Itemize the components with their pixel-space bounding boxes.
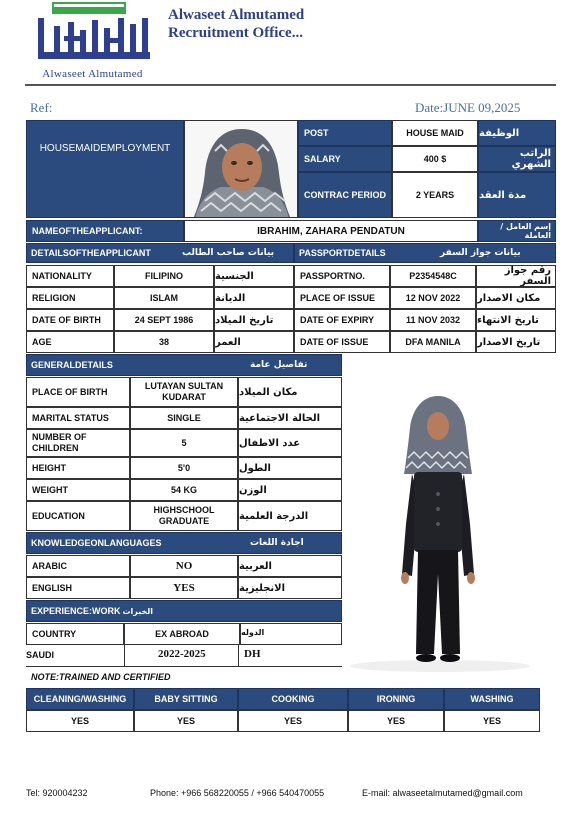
religion-value: ISLAM — [114, 287, 214, 309]
date-of-issue-label: DATE OF ISSUE — [294, 331, 390, 353]
details-header: DETAILSOFTHEAPPLICANT — [31, 248, 151, 258]
date-of-issue-arabic-label: تاريخ الاصدار — [476, 331, 556, 353]
place-of-birth-arabic-label: مكان الميلاد — [238, 377, 342, 407]
skill-value-baby-sitting: YES — [134, 710, 238, 732]
place-of-issue-arabic-label: مكان الاصدار — [476, 287, 556, 309]
post-value: HOUSE MAID — [392, 120, 478, 146]
arabic-language-arabic-label: العربية — [238, 555, 342, 577]
passport-header-arabic: بيانات جواز السفر — [440, 248, 521, 258]
experience-divider-2 — [238, 645, 239, 667]
skill-header-baby-sitting: BABY SITTING — [134, 688, 238, 710]
country-arabic-label: الدوله — [240, 623, 342, 645]
skill-value-cooking: YES — [238, 710, 348, 732]
header-divider — [25, 84, 556, 86]
english-language-value: YES — [130, 577, 238, 599]
english-language-arabic-label: الانجليزية — [238, 577, 342, 599]
general-header-arabic: تفاصيل عامة — [250, 360, 308, 370]
logo-mark-icon — [30, 0, 155, 62]
marital-status-value: SINGLE — [130, 407, 238, 429]
marital-status-label: MARITAL STATUS — [26, 407, 130, 429]
passport-number-arabic-label: رقم جواز السفر — [476, 265, 556, 287]
experience-row — [26, 645, 342, 667]
experience-divider-1 — [124, 645, 125, 667]
salary-label: SALARY — [298, 146, 392, 172]
contract-period-arabic-label: مدة العقد — [478, 172, 556, 218]
number-of-children-value: 5 — [130, 429, 238, 457]
place-of-birth-value: LUTAYAN SULTAN KUDARAT — [130, 377, 238, 407]
languages-header: KNOWLEDGEONLANGUAGES — [31, 538, 162, 548]
education-arabic-label: الدرجة العلمية — [238, 501, 342, 531]
passport-header: PASSPORTDETAILS — [299, 248, 386, 258]
date-of-expiry-arabic-label: تاريخ الانتهاء — [476, 309, 556, 331]
employment-title: HOUSEMAIDEMPLOYMENT — [39, 143, 171, 154]
arabic-language-label: ARABIC — [26, 555, 130, 577]
religion-arabic-label: الديانة — [214, 287, 294, 309]
skill-header-ironing: IRONING — [348, 688, 444, 710]
english-language-label: ENGLISH — [26, 577, 130, 599]
skill-header-cooking: COOKING — [238, 688, 348, 710]
marital-status-arabic-label: الحالة الاجتماعية — [238, 407, 342, 429]
weight-arabic-label: الوزن — [238, 479, 342, 501]
applicant-full-photo — [342, 354, 540, 680]
footer-telephone: Tel: 920004232 — [26, 788, 88, 798]
applicant-portrait — [184, 120, 298, 218]
nationality-label: NATIONALITY — [26, 265, 114, 287]
education-value: HIGHSCHOOL GRADUATE — [130, 501, 238, 531]
salary-value: 400 $ — [392, 146, 478, 172]
salary-arabic-label: الراتب الشهري — [478, 146, 556, 172]
experience-header-arabic: الخبرات — [122, 606, 154, 616]
skill-value-washing: YES — [444, 710, 540, 732]
age-arabic-label: العمر — [214, 331, 294, 353]
reference-label: Ref: — [30, 100, 53, 115]
date-of-birth-label: DATE OF BIRTH — [26, 309, 114, 331]
applicant-name-value: IBRAHIM, ZAHARA PENDATUN — [184, 220, 478, 242]
arabic-language-value: NO — [130, 555, 238, 577]
details-header-arabic: بيانات صاحب الطالب — [181, 248, 275, 258]
employment-title-box — [26, 120, 184, 218]
date-of-birth-arabic-label: تاريخ الميلاد — [214, 309, 294, 331]
post-arabic-label: الوظيفة — [478, 120, 556, 146]
date-of-expiry-value: 11 NOV 2032 — [390, 309, 476, 331]
languages-header-arabic: اجادة اللغات — [250, 538, 304, 548]
experience-header — [31, 600, 153, 622]
general-header: GENERALDETAILS — [31, 360, 113, 370]
age-label: AGE — [26, 331, 114, 353]
age-value: 38 — [114, 331, 214, 353]
country-label: COUNTRY — [26, 623, 124, 645]
company-logo — [30, 0, 155, 78]
experience-country: SAUDI — [26, 650, 55, 660]
applicant-name-label: NAMEOFTHEAPPLICANT: — [26, 220, 184, 242]
nationality-arabic-label: الجنسية — [214, 265, 294, 287]
date-of-expiry-label: DATE OF EXPIRY — [294, 309, 390, 331]
skill-header-washing: WASHING — [444, 688, 540, 710]
company-name-line2: Recruitment Office... — [168, 25, 303, 41]
date-of-issue-value: DFA MANILA — [390, 331, 476, 353]
country-value: EX ABROAD — [124, 623, 240, 645]
full-body-photo-icon — [342, 354, 540, 680]
weight-label: WEIGHT — [26, 479, 130, 501]
trained-note: NOTE:TRAINED AND CERTIFIED — [31, 672, 171, 682]
place-of-birth-label: PLACE OF BIRTH — [26, 377, 130, 407]
footer-phone: Phone: +966 568220055 / +966 540470055 — [150, 788, 325, 798]
experience-years: 2022-2025 — [158, 648, 206, 660]
post-label: POST — [298, 120, 392, 146]
place-of-issue-value: 12 NOV 2022 — [390, 287, 476, 309]
number-of-children-label: NUMBER OF CHILDREN — [26, 429, 130, 457]
company-name-line1: Alwaseet Almutamed — [168, 7, 305, 23]
contract-period-label: CONTRAC PERIOD — [298, 172, 392, 218]
document-date: Date:JUNE 09,2025 — [415, 100, 521, 115]
nationality-value: FILIPINO — [114, 265, 214, 287]
skill-header-cleaning: CLEANING/WASHING — [26, 688, 134, 710]
footer-email[interactable]: E-mail: alwaseetalmutamed@gmail.com — [362, 788, 523, 798]
date-of-birth-value: 24 SEPT 1986 — [114, 309, 214, 331]
skill-value-cleaning: YES — [26, 710, 134, 732]
passport-number-value: P2354548C — [390, 265, 476, 287]
education-label: EDUCATION — [26, 501, 130, 531]
height-arabic-label: الطول — [238, 457, 342, 479]
religion-label: RELIGION — [26, 287, 114, 309]
applicant-name-arabic-label: إسم العامل / العاملة — [478, 220, 556, 242]
experience-header-text: EXPERIENCE:WORK — [31, 606, 121, 616]
passport-number-label: PASSPORTNO. — [294, 265, 390, 287]
number-of-children-arabic-label: عدد الاطفال — [238, 429, 342, 457]
portrait-photo-icon — [185, 121, 298, 218]
logo-caption: Alwaseet Almutamed — [42, 68, 143, 80]
contract-period-value: 2 YEARS — [392, 172, 478, 218]
place-of-issue-label: PLACE OF ISSUE — [294, 287, 390, 309]
skill-value-ironing: YES — [348, 710, 444, 732]
height-value: 5'0 — [130, 457, 238, 479]
experience-dh: DH — [244, 648, 261, 660]
weight-value: 54 KG — [130, 479, 238, 501]
height-label: HEIGHT — [26, 457, 130, 479]
